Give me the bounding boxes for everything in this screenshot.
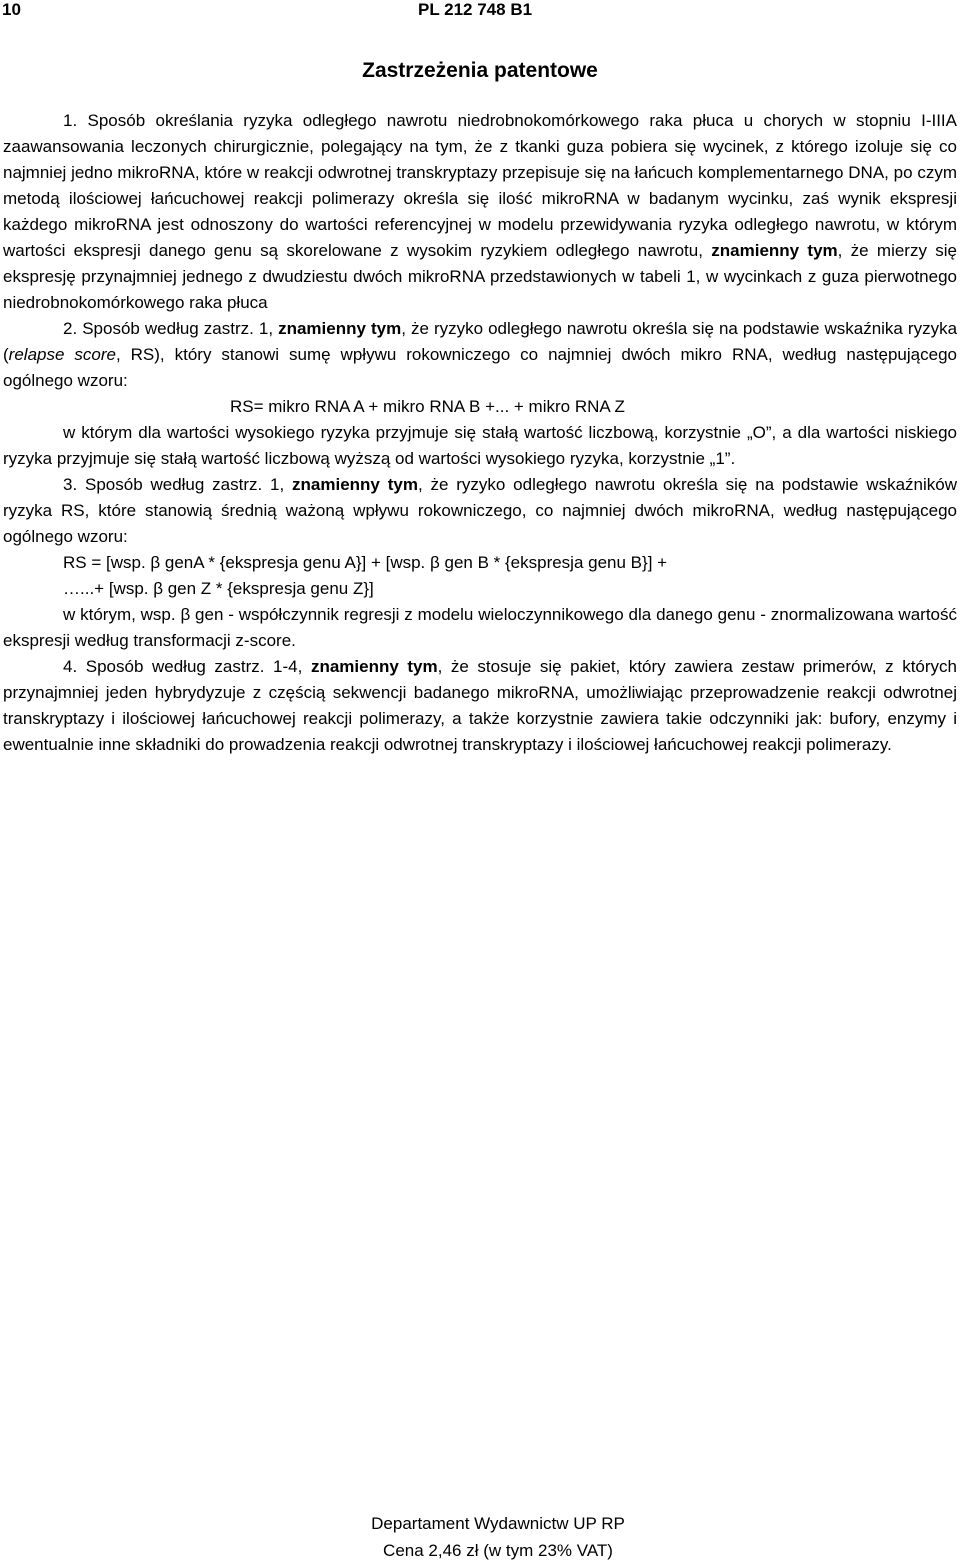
claim-2 (3, 316, 957, 394)
claim-1-text-2: , że mierzy się ekspresję przynajmniej jednego z dwudziestu dwóch mikroRNA przedstawionych w tabeli 1, w wycinkach z guza pierwotnego niedrobnokomórkowego raka płuca (3, 241, 957, 312)
footer-price: Cena 2,46 zł (w tym 23% VAT) (383, 1541, 613, 1560)
claim-1-keyword: znamienny tym (711, 241, 838, 260)
claim-2-keyword: znamienny tym (278, 319, 402, 338)
claim-1-text: 1. Sposób określania ryzyka odległego nawrotu niedrobnokomórkowego raka płuca u chorych w stopniu I-IIIA zaawansowania leczonych chirurgicznie, polegający na tym, że z tkanki guza pobiera się wycinek, z którego izoluje się co najmniej jedno mikroRNA, które w reakcji odwrotnej transkryptazy przepisuje się na łańcuch komplementarnego DNA, po czym metodą ilościowej łańcuchowej reakcji polimerazy określa się ilość mikroRNA w badanym wycinku, zaś wynik ekspresji każdego mikroRNA jest odnoszony do wartości referencyjnej w modelu przewidywania ryzyka odległego nawrotu, w którym wartości ekspresji danego genu są skorelowane z wysokim ryzykiem odległego nawrotu, (3, 111, 957, 260)
claim-2-text-3: , RS), który stanowi sumę wpływu rokowniczego co najmniej dwóch mikro RNA, według następującego ogólnego wzoru: (3, 345, 957, 390)
claim-3-keyword: znamienny tym (292, 475, 418, 494)
claim-3-formula-line-2: …...+ [wsp. β gen Z * {ekspresja genu Z}] (63, 579, 374, 598)
claim-4-keyword: znamienny tym (310, 657, 438, 676)
claim-3-formula-line-1: RS = [wsp. β genA * {ekspresja genu A}] + [wsp. β gen B * {ekspresja genu B}] + (63, 553, 668, 572)
claim-3-text-2: , że ryzyko odległego nawrotu określa się na podstawie wskaźników ryzyka RS, które stanowią średnią ważoną wpływu rokowniczego, co najmniej dwóch mikroRNA, według następującego ogólnego wzoru: (3, 475, 957, 546)
claim-3 (3, 472, 957, 550)
claim-4 (3, 654, 957, 758)
page-title: Zastrzeżenia patentowe (362, 59, 598, 82)
claim-1 (3, 108, 957, 316)
claims-body (3, 108, 957, 758)
claim-4-text-2: , że stosuje się pakiet, który zawiera zestaw primerów, z których przynajmniej jeden hybrydyzuje z częścią sekwencji badanego mikroRNA, umożliwiając przeprowadzenie reakcji odwrotnej transkryptazy i ilościowej łańcuchowej reakcji polimerazy, a także korzystnie zawiera takie odczynniki jak: bufory, enzymy i ewentualnie inne składniki do prowadzenia reakcji odwrotnej transkryptazy i ilościowej łańcuchowej reakcji polimerazy. (3, 657, 958, 754)
claim-3-text-3: w którym, wsp. β gen - współczynnik regresji z modelu wieloczynnikowego dla danego genu - znormalizowana wartość ekspresji według transformacji z-score. (3, 605, 957, 650)
claim-2-italic-term: relapse score (8, 345, 116, 364)
claim-4-text: 4. Sposób według zastrz. 1-4, (63, 657, 311, 676)
footer-publisher: Departament Wydawnictw UP RP (371, 1514, 625, 1533)
claim-2-formula: RS= mikro RNA A + mikro RNA B +... + mikro RNA Z (230, 397, 625, 416)
claim-2-text: 2. Sposób według zastrz. 1, (63, 319, 279, 338)
claim-2-text-4: w którym dla wartości wysokiego ryzyka przyjmuje się stałą wartość liczbową, korzystnie „O”, a dla wartości niskiego ryzyka przyjmuje się stałą wartość liczbową wyższą od wartości wysokiego ryzyka, korzystnie „1”. (3, 423, 957, 468)
claim-3-text: 3. Sposób według zastrz. 1, (63, 475, 293, 494)
page-number: 10 (2, 0, 21, 19)
claim-2-text-2: , że ryzyko odległego nawrotu określa się na podstawie wskaźnika ryzyka ( (3, 319, 958, 364)
patent-number: PL 212 748 B1 (418, 0, 533, 19)
